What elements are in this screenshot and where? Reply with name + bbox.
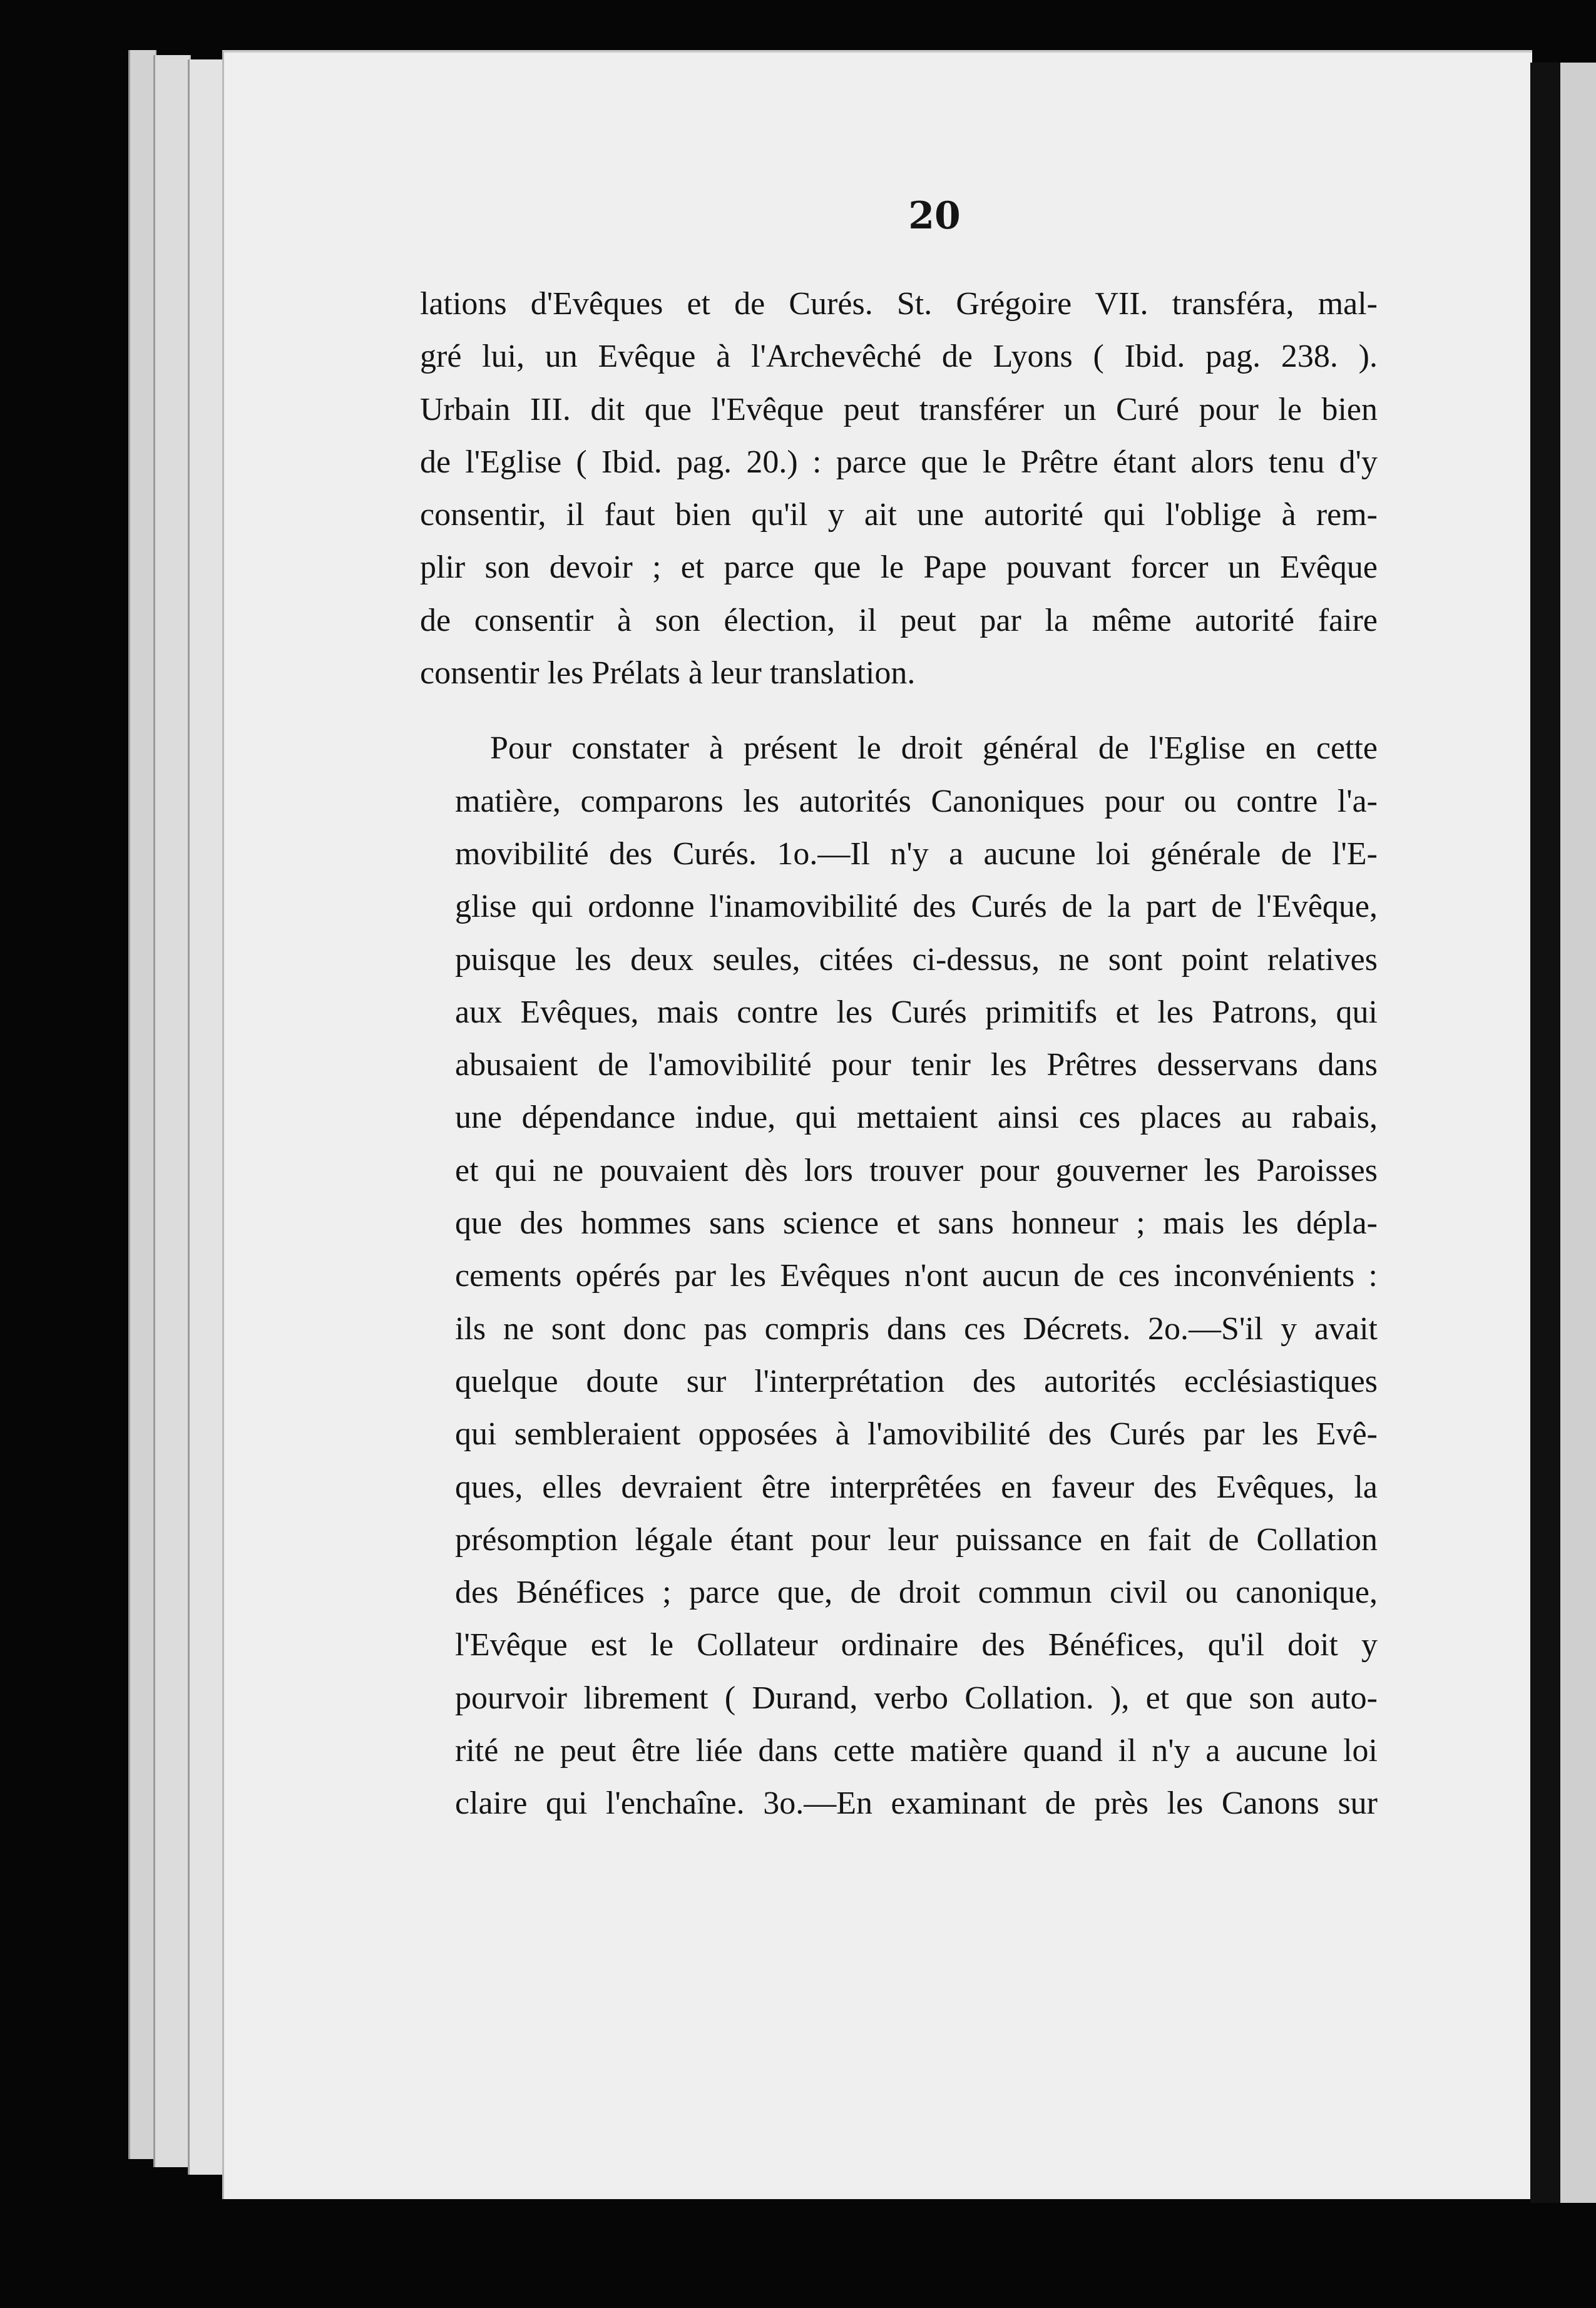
text-line: Pour constater à présent le droit général de l'Eglise en cette [490,730,1378,767]
text-line: gré lui, un Evêque à l'Archevêché de Lyons ( Ibid. pag. 238. ). [420,339,1378,375]
text-line: aux Evêques, mais contre les Curés primitifs et les Patrons, qui [455,994,1378,1030]
text-line: quelque doute sur l'interprétation des autorités ecclésiastiques [455,1363,1378,1399]
text-line: lations d'Evêques et de Curés. St. Grégoire VII. transféra, mal- [420,286,1378,322]
text-line: une dépendance indue, qui mettaient ainsi ces places au rabais, [455,1100,1378,1136]
text-line: claire qui l'enchaîne. 3o.—En examinant de près les Canons sur [455,1785,1378,1822]
text-line: ques, elles devraient être interprêtées en faveur des Evêques, la [455,1469,1378,1505]
page-number: 20 [908,194,961,238]
text-line: et qui ne pouvaient dès lors trouver pour gouverner les Paroisses [455,1152,1378,1188]
text-line: des Bénéfices ; parce que, de droit commun civil ou canonique, [455,1575,1378,1611]
page-edge [153,55,191,2167]
text-line: de l'Eglise ( Ibid. pag. 20.) : parce que le Prêtre étant alors tenu d'y [420,444,1378,480]
text-line: abusaient de l'amovibilité pour tenir les Prêtres desservans dans [455,1047,1378,1083]
text-line: cements opérés par les Evêques n'ont aucun de ces inconvénients : [455,1258,1378,1294]
body-text [420,278,1378,1831]
text-line: de consentir à son élection, il peut par la même autorité faire [420,602,1378,638]
text-line: que des hommes sans science et sans honneur ; mais les dépla- [455,1205,1378,1242]
text-line: consentir les Prélats à leur translation. [420,655,916,692]
text-line: Urbain III. dit que l'Evêque peut transférer un Curé pour le bien [420,391,1378,427]
page-edge [128,50,156,2159]
paragraph-2 [420,722,1378,1830]
text-line: ils ne sont donc pas compris dans ces Décrets. 2o.—S'il y avait [455,1310,1378,1347]
text-line: consentir, il faut bien qu'il y ait une autorité qui l'oblige à rem- [420,497,1378,533]
text-line: l'Evêque est le Collateur ordinaire des Bénéfices, qu'il doit y [455,1627,1378,1663]
text-line: qui sembleraient opposées à l'amovibilité des Curés par les Evê- [455,1416,1378,1453]
text-line: présomption légale étant pour leur puissance en fait de Collation [455,1521,1378,1558]
text-line: puisque les deux seules, citées ci-dessus, ne sont point relatives [455,941,1378,978]
text-line: movibilité des Curés. 1o.—Il n'y a aucune loi générale de l'E- [455,835,1378,872]
page-gutter [1530,63,1596,2203]
text-line: pourvoir librement ( Durand, verbo Collation. ), et que son auto- [455,1680,1378,1716]
text-line: glise qui ordonne l'inamovibilité des Curés de la part de l'Evêque, [455,889,1378,925]
paragraph-1 [420,278,1378,700]
text-line: rité ne peut être liée dans cette matière quand il n'y a aucune loi [455,1733,1378,1769]
page-sheet [222,50,1532,2199]
text-line: matière, comparons les autorités Canoniques pour ou contre l'a- [455,783,1378,819]
text-line: plir son devoir ; et parce que le Pape pouvant forcer un Evêque [420,549,1378,586]
facing-page-edge [1560,63,1596,2203]
page-edge [188,59,225,2175]
